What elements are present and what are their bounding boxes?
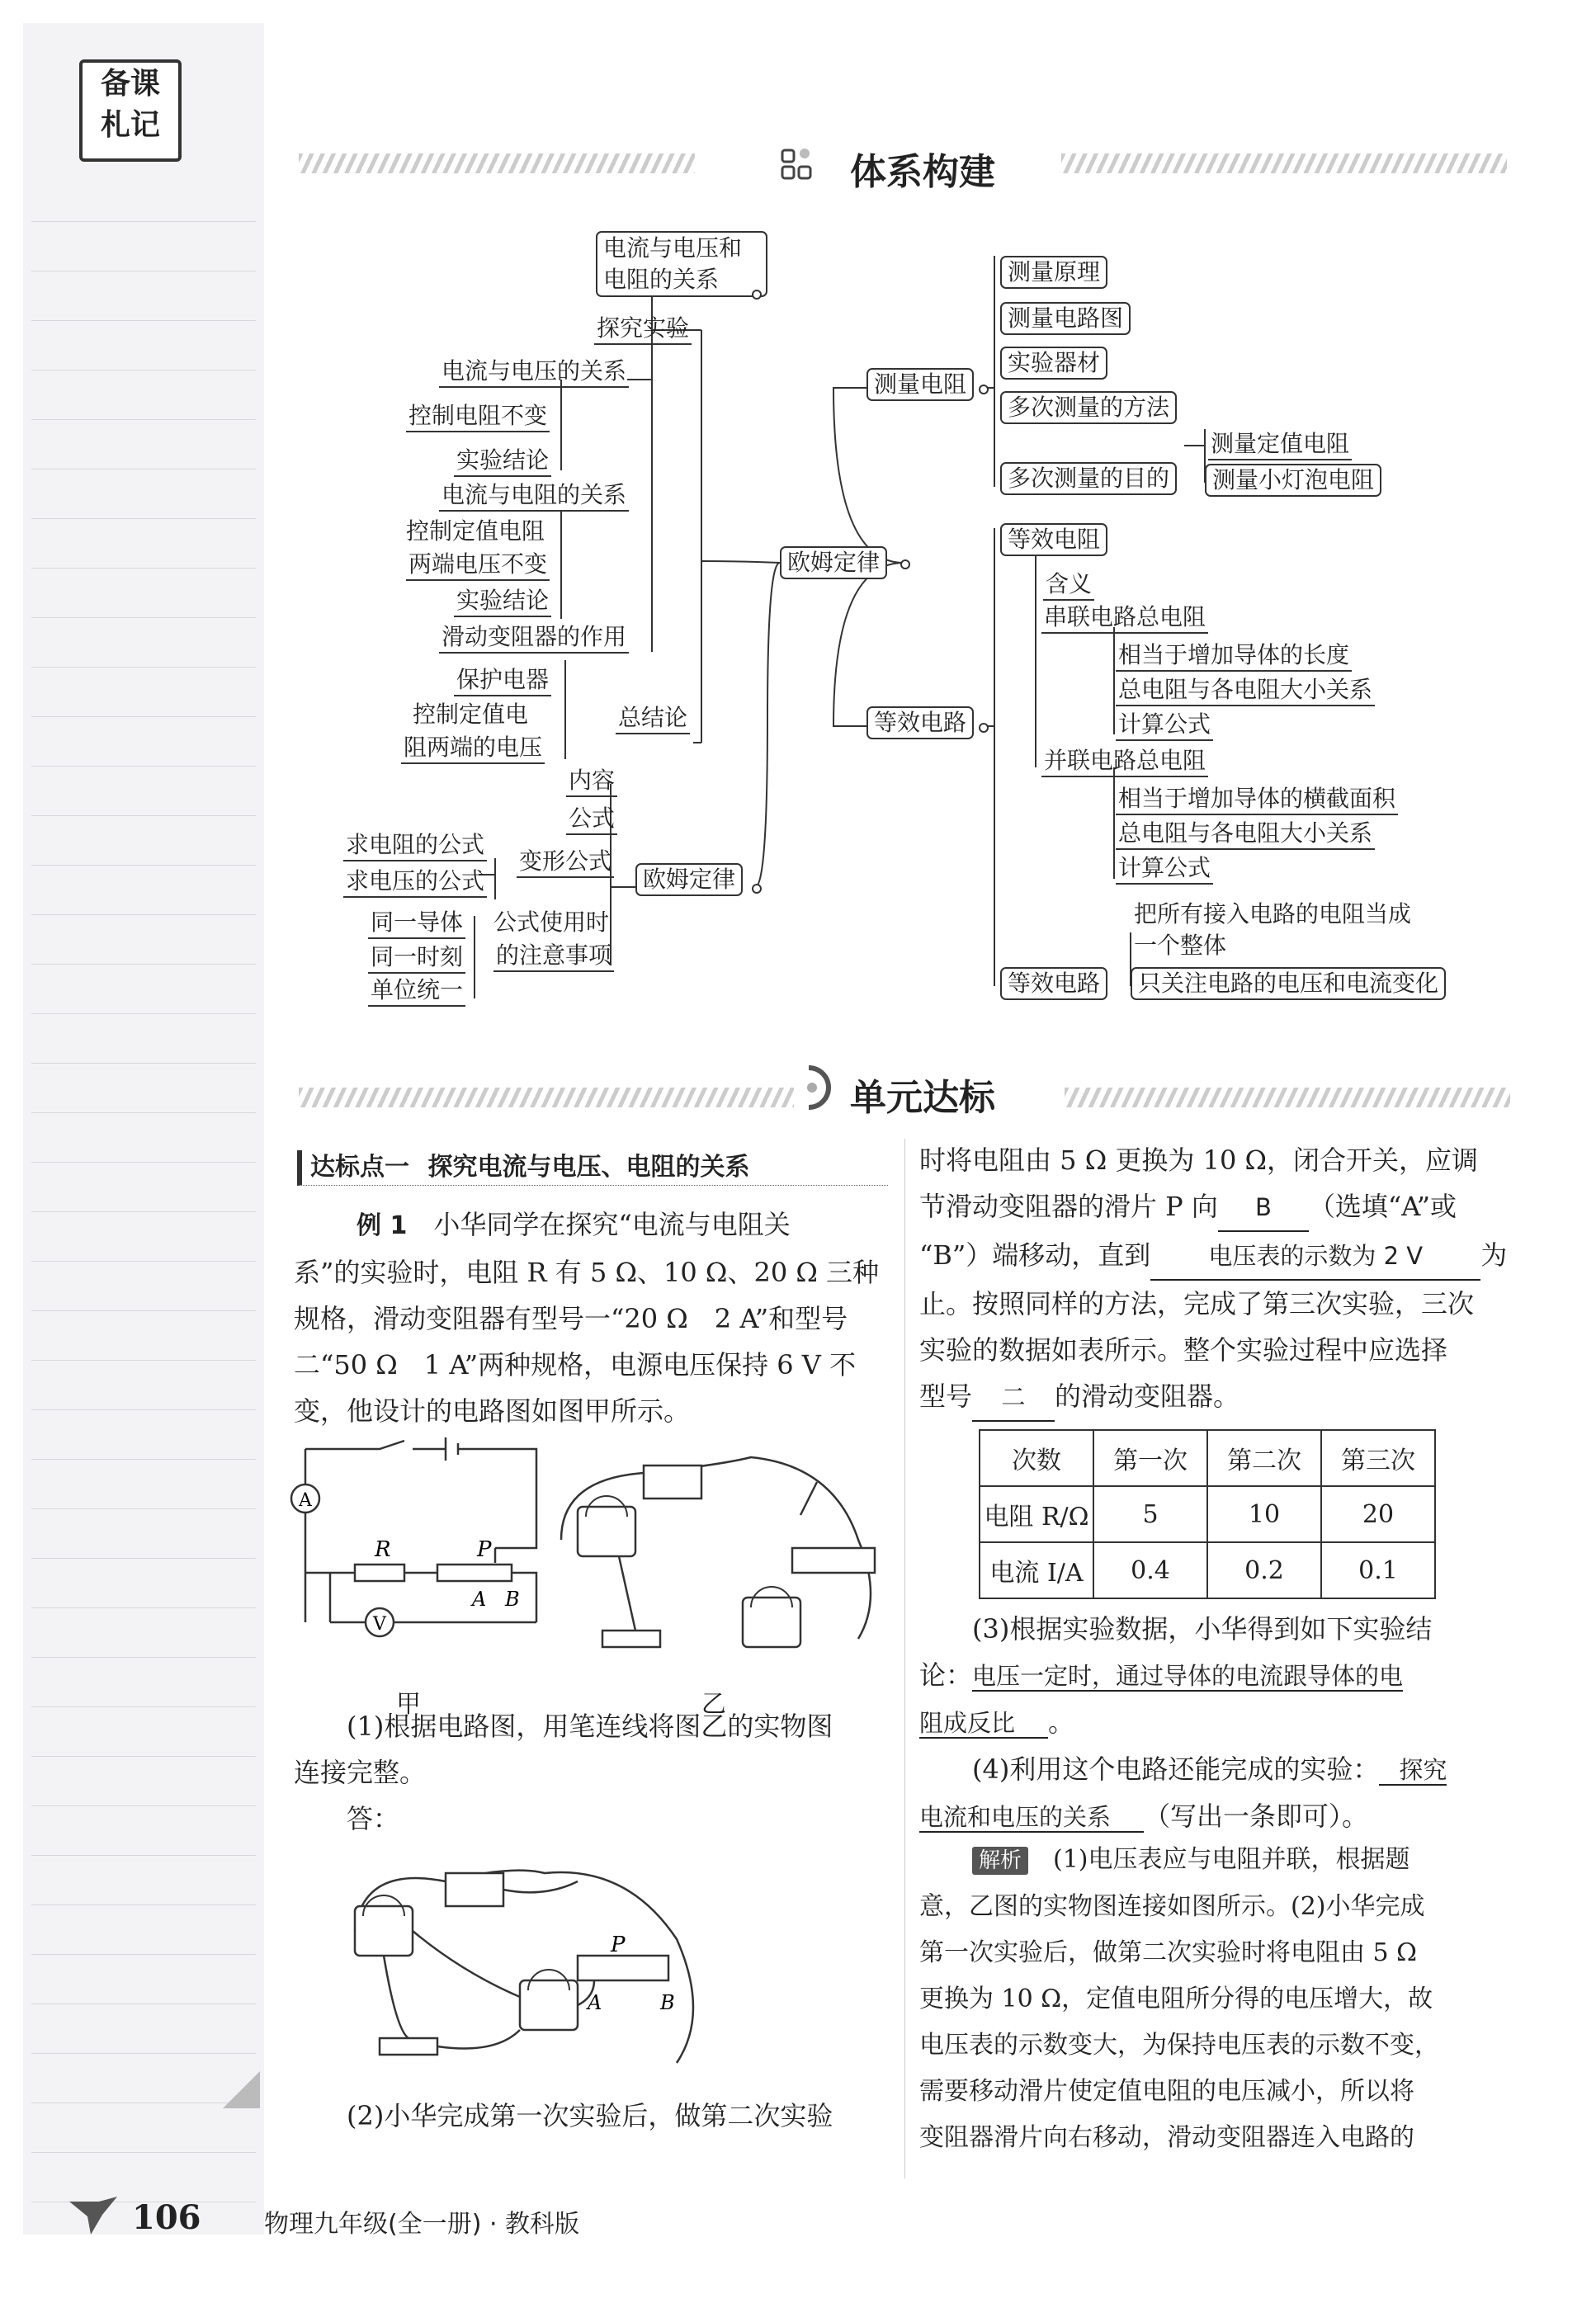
q2-line-3a: “B”）端移动，直到 — [919, 1239, 1151, 1271]
table-cell: 5 — [1093, 1486, 1207, 1542]
analysis-badge: 解析 — [972, 1847, 1028, 1875]
answer-experiment-a: 探究 — [1379, 1756, 1447, 1786]
resistor-label: R — [375, 1537, 391, 1562]
node-find-r: 求电阻的公式 — [343, 830, 487, 861]
q2-line-1: 时将电阻由 5 Ω 更换为 10 Ω，闭合开关，应调 — [919, 1145, 1479, 1176]
column-divider — [904, 1139, 905, 2178]
node-measure: 测量电阻 — [866, 368, 974, 401]
q2-line-4: 止。按照同样的方法，完成了第三次实验，三次 — [919, 1288, 1475, 1319]
example-text — [294, 1201, 881, 1434]
answer-voltage: 电压表的示数为 2 V — [1150, 1233, 1480, 1281]
node-whole-b: 一个整体 — [1134, 932, 1227, 959]
node-rheostat: 滑动变阻器的作用 — [439, 622, 629, 654]
node-par-2: 总电阻与各电阻大小关系 — [1116, 819, 1375, 850]
stamp-line-2: 札记 — [100, 107, 160, 142]
q3-line-1: (3)根据实验数据，小华得到如下实验结 — [972, 1613, 1433, 1645]
node-series-2: 总电阻与各电阻大小关系 — [1116, 675, 1375, 706]
node-ctrl-b: 阻两端的电压 — [401, 733, 545, 764]
q2-line-2b: （选填“A”或 — [1308, 1191, 1457, 1222]
node-bulb-r: 测量小灯泡电阻 — [1205, 464, 1381, 497]
analysis — [919, 1837, 1513, 2161]
analysis-line-3: 第一次实验后，做第二次实验时将电阻由 5 Ω — [919, 1938, 1418, 1967]
table-cell: 0.2 — [1207, 1542, 1321, 1598]
node-multi-purpose: 多次测量的目的 — [1000, 462, 1177, 495]
node-conclusion-1: 实验结论 — [454, 446, 551, 477]
table-header: 第二次 — [1207, 1430, 1321, 1486]
slider-label: P — [477, 1537, 492, 1562]
node-find-u: 求电压的公式 — [343, 866, 487, 898]
analysis-line-2: 意，乙图的实物图连接如图所示。(2)小华完成 — [919, 1892, 1425, 1921]
point-heading — [297, 1150, 888, 1186]
section-divider-right — [1065, 1088, 1510, 1107]
node-ohm: 欧姆定律 — [635, 863, 743, 896]
answer-b-label: B — [660, 1991, 675, 2014]
node-left-root — [596, 231, 767, 297]
node-conclusion-2: 实验结论 — [454, 586, 551, 617]
concept-map-lines — [0, 0, 1596, 1031]
node-keep-u-a: 控制定值电阻 — [406, 517, 545, 545]
node-focus: 只关注电路的电压和电流变化 — [1131, 967, 1446, 1000]
node-series: 串联电路总电阻 — [1041, 602, 1208, 634]
node-par-1: 相当于增加导体的横截面积 — [1116, 784, 1398, 815]
right-column-text — [919, 1137, 1513, 1422]
q1-line-1: (1)根据电路图，用笔连线将图乙的实物图 — [347, 1711, 833, 1742]
analysis-line-5: 电压表的示数变大，为保持电压表的示数不变， — [919, 2031, 1439, 2060]
table-cell: 0.1 — [1321, 1542, 1435, 1598]
node-keep-r: 控制电阻不变 — [406, 401, 550, 432]
q2-line-6b: 的滑动变阻器。 — [1055, 1381, 1240, 1412]
section-divider-left — [299, 1088, 794, 1107]
analysis-line-6: 需要移动滑片使定值电阻的电压减小，所以将 — [919, 2077, 1414, 2106]
example-line-3: 规格，滑动变阻器有型号一“20 Ω 2 A”和型号 — [294, 1303, 848, 1334]
node-diagram: 测量电路图 — [1000, 302, 1131, 335]
table-row — [980, 1542, 1435, 1598]
node-equiv-circuit: 等效电路 — [866, 706, 974, 739]
section-title-unit-goals: 单元达标 — [850, 1077, 995, 1119]
node-content: 内容 — [566, 766, 617, 797]
node-dot — [752, 884, 762, 894]
node-equiv-r: 等效电阻 — [1000, 523, 1107, 556]
node-whole-a: 把所有接入电路的电阻当成 — [1134, 900, 1412, 927]
table-header: 次数 — [980, 1430, 1093, 1486]
node-par-3: 计算公式 — [1116, 853, 1213, 885]
table-cell: 电阻 R/Ω — [980, 1486, 1093, 1542]
node-fixed-r: 测量定值电阻 — [1208, 429, 1352, 460]
table-cell: 10 — [1207, 1486, 1321, 1542]
node-explore: 探究实验 — [594, 314, 692, 345]
node-series-3: 计算公式 — [1116, 710, 1213, 741]
node-dot — [979, 385, 989, 394]
q4-line-2: （写出一条即可）。 — [1144, 1801, 1369, 1832]
q3-lead: 论： — [919, 1659, 973, 1691]
table-row — [980, 1430, 1435, 1486]
answer-a-label: A — [588, 1991, 602, 2014]
node-protect: 保护电器 — [454, 665, 551, 696]
analysis-line-1: (1)电压表应与电阻并联，根据题 — [1053, 1845, 1410, 1874]
answer-conclusion-b: 阻成反比 — [919, 1709, 1048, 1739]
point-title: 探究电流与电压、电阻的关系 — [427, 1153, 750, 1182]
answer-apparatus-figure — [330, 1848, 710, 2079]
node-meaning: 含义 — [1043, 569, 1094, 601]
question-2-start: (2)小华完成第一次实验后，做第二次实验 — [347, 2100, 833, 2131]
node-equiv-circuit-2: 等效电路 — [1000, 967, 1107, 1000]
table-header: 第一次 — [1093, 1430, 1207, 1486]
node-formula: 公式 — [566, 804, 617, 835]
q1-line-2: 连接完整。 — [294, 1757, 427, 1788]
page-corner-icon — [66, 2193, 120, 2238]
caption-yi: 乙 — [701, 1690, 726, 1719]
node-center: 欧姆定律 — [780, 546, 887, 579]
node-dot — [900, 559, 910, 569]
analysis-line-7: 变阻器滑片向右移动，滑动变阻器连入电路的 — [919, 2123, 1414, 2152]
node-same-conductor: 同一导体 — [368, 908, 465, 939]
stamp-line-1: 备课 — [100, 66, 160, 101]
node-left-root-label: 电流与电压和电阻的关系 — [603, 234, 743, 293]
node-keep-u-b: 两端电压不变 — [406, 550, 550, 581]
table-row — [980, 1486, 1435, 1542]
answer-experiment-b: 电流和电压的关系 — [919, 1803, 1144, 1833]
circuit-figures — [289, 1432, 883, 1680]
table-cell: 电流 I/A — [980, 1542, 1093, 1598]
margin-corner-fold — [223, 2071, 260, 2108]
node-ctrl-a: 控制定值电 — [413, 701, 529, 728]
voltmeter-letter: V — [373, 1614, 386, 1635]
node-dot — [752, 290, 762, 300]
section-title-framework: 体系构建 — [850, 151, 995, 193]
node-rel-resistance: 电流与电阻的关系 — [439, 480, 629, 512]
terminal-b-label: B — [505, 1588, 520, 1611]
analysis-line-4: 更换为 10 Ω，定值电阻所分得的电压增大，故 — [919, 1985, 1433, 2013]
answer-direction: B — [1218, 1184, 1309, 1232]
node-dot — [979, 723, 989, 733]
node-series-1: 相当于增加导体的长度 — [1116, 640, 1352, 672]
book-title: 物理九年级(全一册) · 教科版 — [264, 2210, 580, 2239]
node-principle: 测量原理 — [1000, 256, 1107, 289]
data-table — [979, 1429, 1436, 1599]
q2-line-6a: 型号 — [919, 1381, 973, 1412]
table-header: 第三次 — [1321, 1430, 1435, 1486]
q2-line-5: 实验的数据如表所示。整个实验过程中应选择 — [919, 1334, 1448, 1366]
node-equipment: 实验器材 — [1000, 347, 1107, 380]
node-rel-voltage: 电流与电压的关系 — [439, 356, 629, 388]
terminal-a-label: A — [472, 1588, 487, 1611]
q2-line-3b: 为 — [1480, 1239, 1508, 1271]
point-label: 达标点一 — [310, 1153, 409, 1182]
ammeter-letter: A — [299, 1490, 312, 1511]
table-cell: 20 — [1321, 1486, 1435, 1542]
node-variant: 变形公式 — [517, 847, 614, 878]
question-1 — [294, 1703, 881, 1842]
example-tag: 例 1 — [357, 1211, 408, 1240]
example-line-5: 变，他设计的电路图如图甲所示。 — [294, 1395, 691, 1427]
node-same-time: 同一时刻 — [368, 942, 465, 974]
q4-line-1: (4)利用这个电路还能完成的实验： — [972, 1753, 1380, 1785]
caption-jia: 甲 — [396, 1690, 421, 1719]
target-icon — [794, 1061, 835, 1112]
example-line-1: 小华同学在探究“电流与电阻关 — [433, 1209, 791, 1240]
q2-line-2a: 节滑动变阻器的滑片 P 向 — [919, 1191, 1218, 1222]
answer-conclusion-a: 电压一定时，通过导体的电流跟导体的电 — [972, 1662, 1404, 1690]
node-unit: 单位统一 — [368, 975, 465, 1007]
node-multi-method: 多次测量的方法 — [1000, 391, 1177, 424]
answer-p-label: P — [611, 1933, 626, 1957]
answer-label: 答： — [347, 1803, 400, 1834]
questions-3-4 — [919, 1606, 1513, 1840]
node-parallel: 并联电路总电阻 — [1041, 746, 1208, 777]
table-cell: 0.4 — [1093, 1542, 1207, 1598]
q3-end: 。 — [1048, 1706, 1075, 1738]
node-summary: 总结论 — [616, 703, 690, 734]
node-notes-a: 公式使用时 — [493, 909, 610, 936]
example-line-2: 系”的实验时，电阻 R 有 5 Ω、10 Ω、20 Ω 三种 — [294, 1257, 880, 1288]
example-line-4: 二“50 Ω 1 A”两种规格，电源电压保持 6 V 不 — [294, 1349, 857, 1381]
node-notes-b: 的注意事项 — [493, 941, 614, 972]
answer-model: 二 — [972, 1374, 1055, 1422]
page-number: 106 — [132, 2198, 201, 2237]
